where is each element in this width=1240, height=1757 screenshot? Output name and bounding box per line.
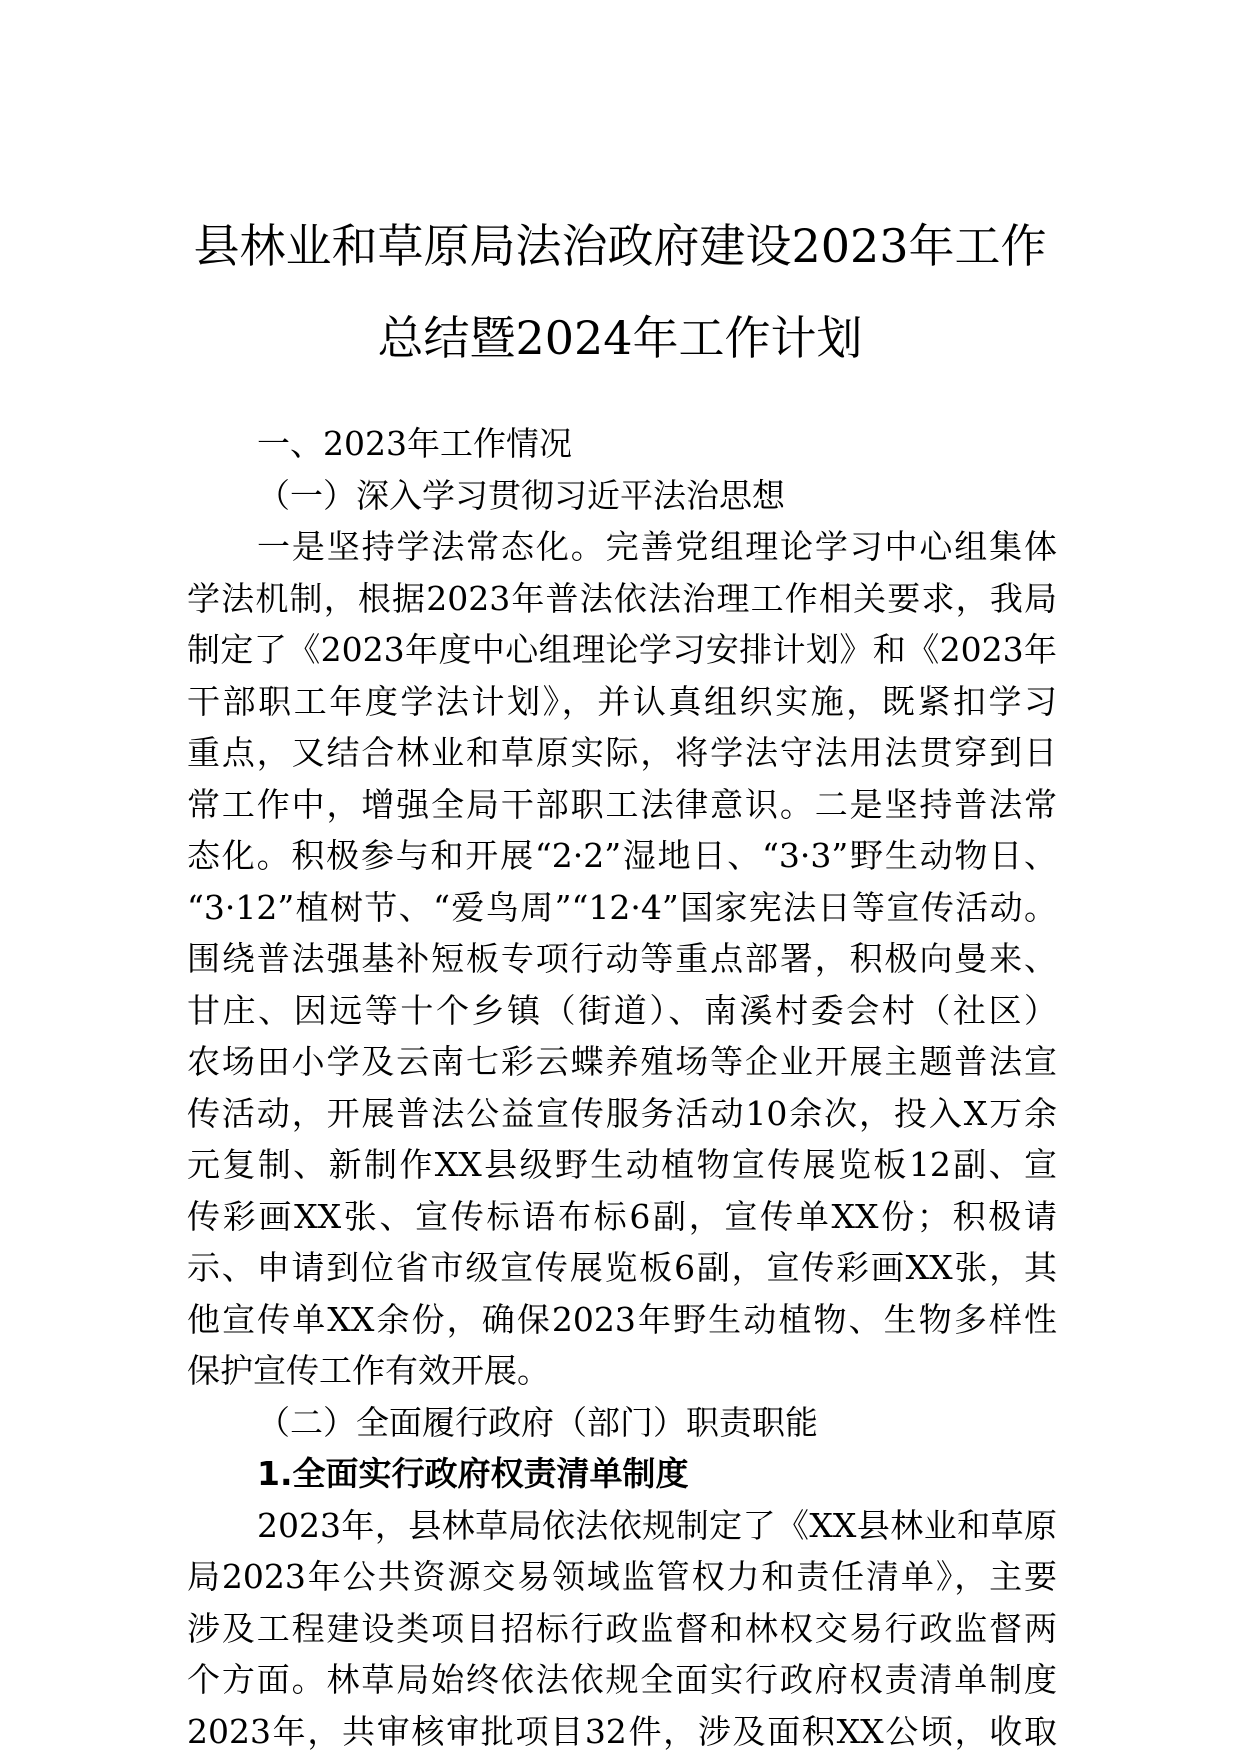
section-heading-1: 一、2023年工作情况 xyxy=(187,418,1057,470)
paragraph-line: 一是坚持学法常态化。完善党组理论学习中心组集体 xyxy=(187,521,1057,573)
document-title-line-1: 县林业和草原局法治政府建设2023年工作 xyxy=(150,218,1090,274)
paragraph-line: 传彩画XX张、宣传标语布标6副，宣传单XX份；积极请 xyxy=(187,1191,1057,1243)
paragraph-line: 常工作中，增强全局干部职工法律意识。二是坚持普法常 xyxy=(187,779,1057,831)
paragraph-line: 个方面。林草局始终依法依规全面实行政府权责清单制度 xyxy=(187,1654,1057,1706)
document-body xyxy=(187,418,1057,1757)
paragraph-line: 重点，又结合林业和草原实际，将学法守法用法贯穿到日 xyxy=(187,727,1057,779)
paragraph-line: 干部职工年度学法计划》，并认真组织实施，既紧扣学习 xyxy=(187,676,1057,728)
paragraph-line: 甘庄、因远等十个乡镇（街道）、南溪村委会村（社区） xyxy=(187,985,1057,1037)
paragraph-line: 局2023年公共资源交易领域监管权力和责任清单》，主要 xyxy=(187,1551,1057,1603)
paragraph-line: 他宣传单XX余份，确保2023年野生动植物、生物多样性 xyxy=(187,1294,1057,1346)
paragraph-line: 态化。积极参与和开展“2·2”湿地日、“3·3”野生动物日、 xyxy=(187,830,1057,882)
paragraph-line: 元复制、新制作XX县级野生动植物宣传展览板12副、宣 xyxy=(187,1139,1057,1191)
paragraph-line: 2023年，县林草局依法依规制定了《XX县林业和草原 xyxy=(187,1500,1057,1552)
subsection-heading-1: （一）深入学习贯彻习近平法治思想 xyxy=(187,470,1057,522)
paragraph-line: 学法机制，根据2023年普法依法治理工作相关要求，我局 xyxy=(187,573,1057,625)
paragraph-line: 示、申请到位省市级宣传展览板6副，宣传彩画XX张，其 xyxy=(187,1242,1057,1294)
paragraph-line: 制定了《2023年度中心组理论学习安排计划》和《2023年 xyxy=(187,624,1057,676)
paragraph-line: 涉及工程建设类项目招标行政监督和林权交易行政监督两 xyxy=(187,1603,1057,1655)
paragraph-line: “3·12”植树节、“爱鸟周”“12·4”国家宪法日等宣传活动。 xyxy=(187,882,1057,934)
paragraph-line: 农场田小学及云南七彩云蝶养殖场等企业开展主题普法宣 xyxy=(187,1036,1057,1088)
paragraph-line: 围绕普法强基补短板专项行动等重点部署，积极向曼来、 xyxy=(187,933,1057,985)
paragraph-line: 传活动，开展普法公益宣传服务活动10余次，投入X万余 xyxy=(187,1088,1057,1140)
paragraph-line: 2023年，共审核审批项目32件，涉及面积XX公顷，收取 xyxy=(187,1706,1057,1757)
document-title-line-2: 总结暨2024年工作计划 xyxy=(150,310,1090,366)
item-heading-1: 1.全面实行政府权责清单制度 xyxy=(187,1448,1057,1500)
paragraph-line-last: 保护宣传工作有效开展。 xyxy=(187,1345,1057,1397)
subsection-heading-2: （二）全面履行政府（部门）职责职能 xyxy=(187,1397,1057,1449)
